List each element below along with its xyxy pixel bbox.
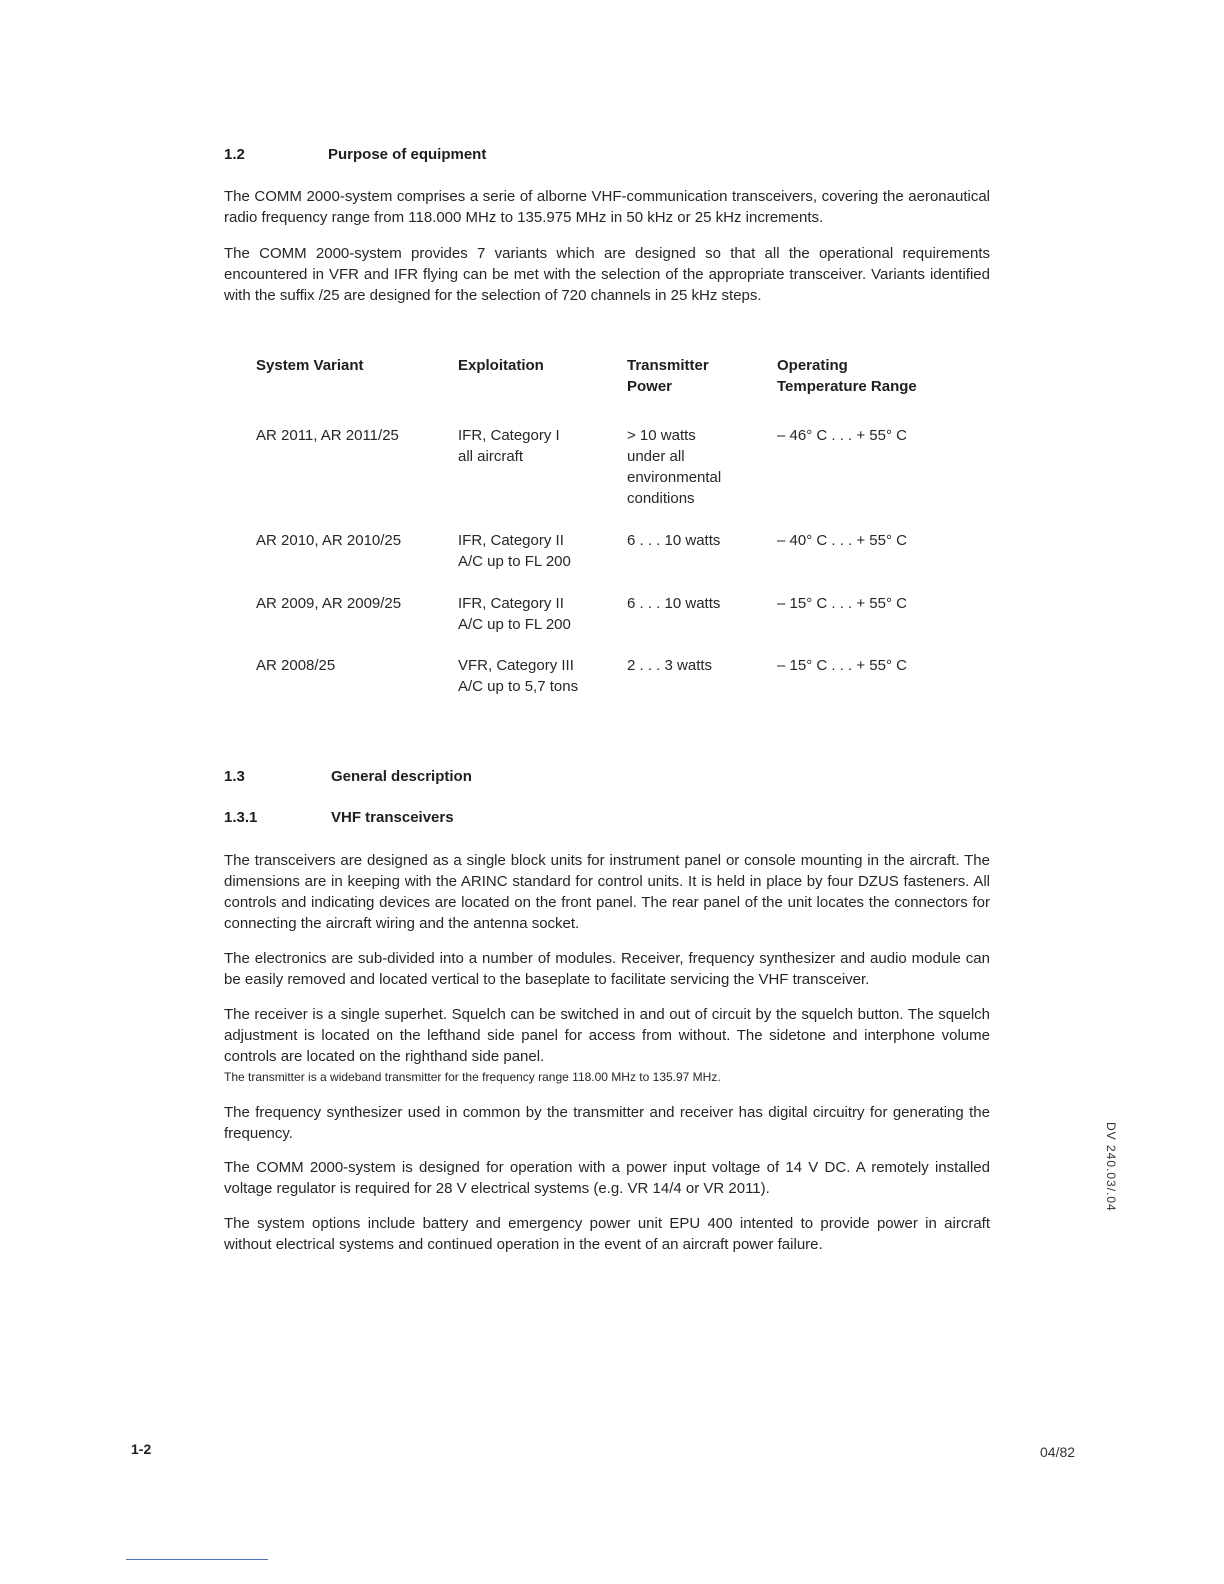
- section-1-3-1-number: 1.3.1: [224, 809, 258, 826]
- purpose-paragraph-2: The COMM 2000-system provides 7 variants which are designed so that all the operational requirements encountered in VFR and IFR flying can be met with the selection of the appropriate transceiver. Variants identified with the suffix /25 are designed for the selection of 720 channels in 25 kHz steps.: [224, 245, 990, 304]
- header-temperature-range: Operating Temperature Range: [777, 357, 917, 395]
- section-1-3-number: 1.3: [224, 768, 245, 785]
- header-system-variant: System Variant: [256, 357, 364, 374]
- section-1-2-number: 1.2: [224, 146, 245, 163]
- cell-variant: AR 2011, AR 2011/25: [256, 427, 399, 444]
- cell-power: 6 . . . 10 watts: [627, 595, 721, 612]
- side-document-code: DV 240.03/.04: [1104, 1122, 1118, 1212]
- cell-exploitation: IFR, Category II A/C up to FL 200: [458, 595, 571, 633]
- cell-variant: AR 2010, AR 2010/25: [256, 532, 402, 549]
- page-number: 1-2: [131, 1441, 152, 1457]
- section-1-3-1-title: VHF transceivers: [331, 809, 454, 826]
- cell-variant: AR 2008/25: [256, 657, 336, 674]
- cell-power: 6 . . . 10 watts: [627, 532, 721, 549]
- cell-exploitation: IFR, Category I all aircraft: [458, 427, 560, 465]
- cell-exploitation: IFR, Category II A/C up to FL 200: [458, 532, 571, 570]
- section-1-2-title: Purpose of equipment: [328, 146, 487, 163]
- cell-temperature: – 40° C . . . + 55° C: [777, 532, 907, 549]
- vhf-paragraph-6: The COMM 2000-system is designed for operation with a power input voltage of 14 V DC. A remotely installed voltage regulator is required for 28 V electrical systems (e.g. VR 14/4 or VR 2011).: [224, 1159, 990, 1197]
- cell-power: > 10 watts under all environmental conditions: [627, 427, 722, 507]
- footer-date: 04/82: [1040, 1444, 1076, 1460]
- purpose-paragraph-1: The COMM 2000-system comprises a serie of alborne VHF-communication transceivers, covering the aeronautical radio frequency range from 118.000 MHz to 135.975 MHz in 50 kHz or 25 kHz increments.: [224, 188, 990, 226]
- cell-power: 2 . . . 3 watts: [627, 657, 713, 674]
- header-exploitation: Exploitation: [458, 357, 544, 374]
- vhf-paragraph-4: The transmitter is a wideband transmitter for the frequency range 118.00 MHz to 135.97 MHz.: [224, 1070, 721, 1084]
- cell-temperature: – 15° C . . . + 55° C: [777, 595, 907, 612]
- vhf-paragraph-7: The system options include battery and emergency power unit EPU 400 intented to provide power in aircraft without electrical systems and continued operation in the event of an aircraft power failure.: [224, 1215, 990, 1253]
- vhf-paragraph-2: The electronics are sub-divided into a number of modules. Receiver, frequency synthesizer and audio module can be easily removed and located vertical to the baseplate to facilitate servicing the VHF transceiver.: [224, 950, 990, 988]
- vhf-paragraph-1: The transceivers are designed as a single block units for instrument panel or console mounting in the aircraft. The dimensions are in keeping with the ARINC standard for control units. It is held in place by four DZUS fasteners. All controls and indicating devices are located on the front panel. The rear panel of the unit locates the connectors for connecting the aircraft wiring and the antenna socket.: [224, 852, 990, 932]
- cell-variant: AR 2009, AR 2009/25: [256, 595, 402, 612]
- footer-divider: [126, 1559, 268, 1560]
- cell-temperature: – 46° C . . . + 55° C: [777, 427, 907, 444]
- vhf-paragraph-3: The receiver is a single superhet. Squelch can be switched in and out of circuit by the squelch button. The squelch adjustment is located on the lefthand side panel for access from without. The sidetone and interphone volume controls are located on the righthand side panel.: [224, 1006, 990, 1065]
- header-transmitter-power: Transmitter Power: [627, 357, 709, 395]
- section-1-3-title: General description: [331, 768, 472, 785]
- cell-temperature: – 15° C . . . + 55° C: [777, 657, 907, 674]
- cell-exploitation: VFR, Category III A/C up to 5,7 tons: [458, 657, 579, 695]
- vhf-paragraph-5: The frequency synthesizer used in common by the transmitter and receiver has digital circuitry for generating the frequency.: [224, 1104, 990, 1142]
